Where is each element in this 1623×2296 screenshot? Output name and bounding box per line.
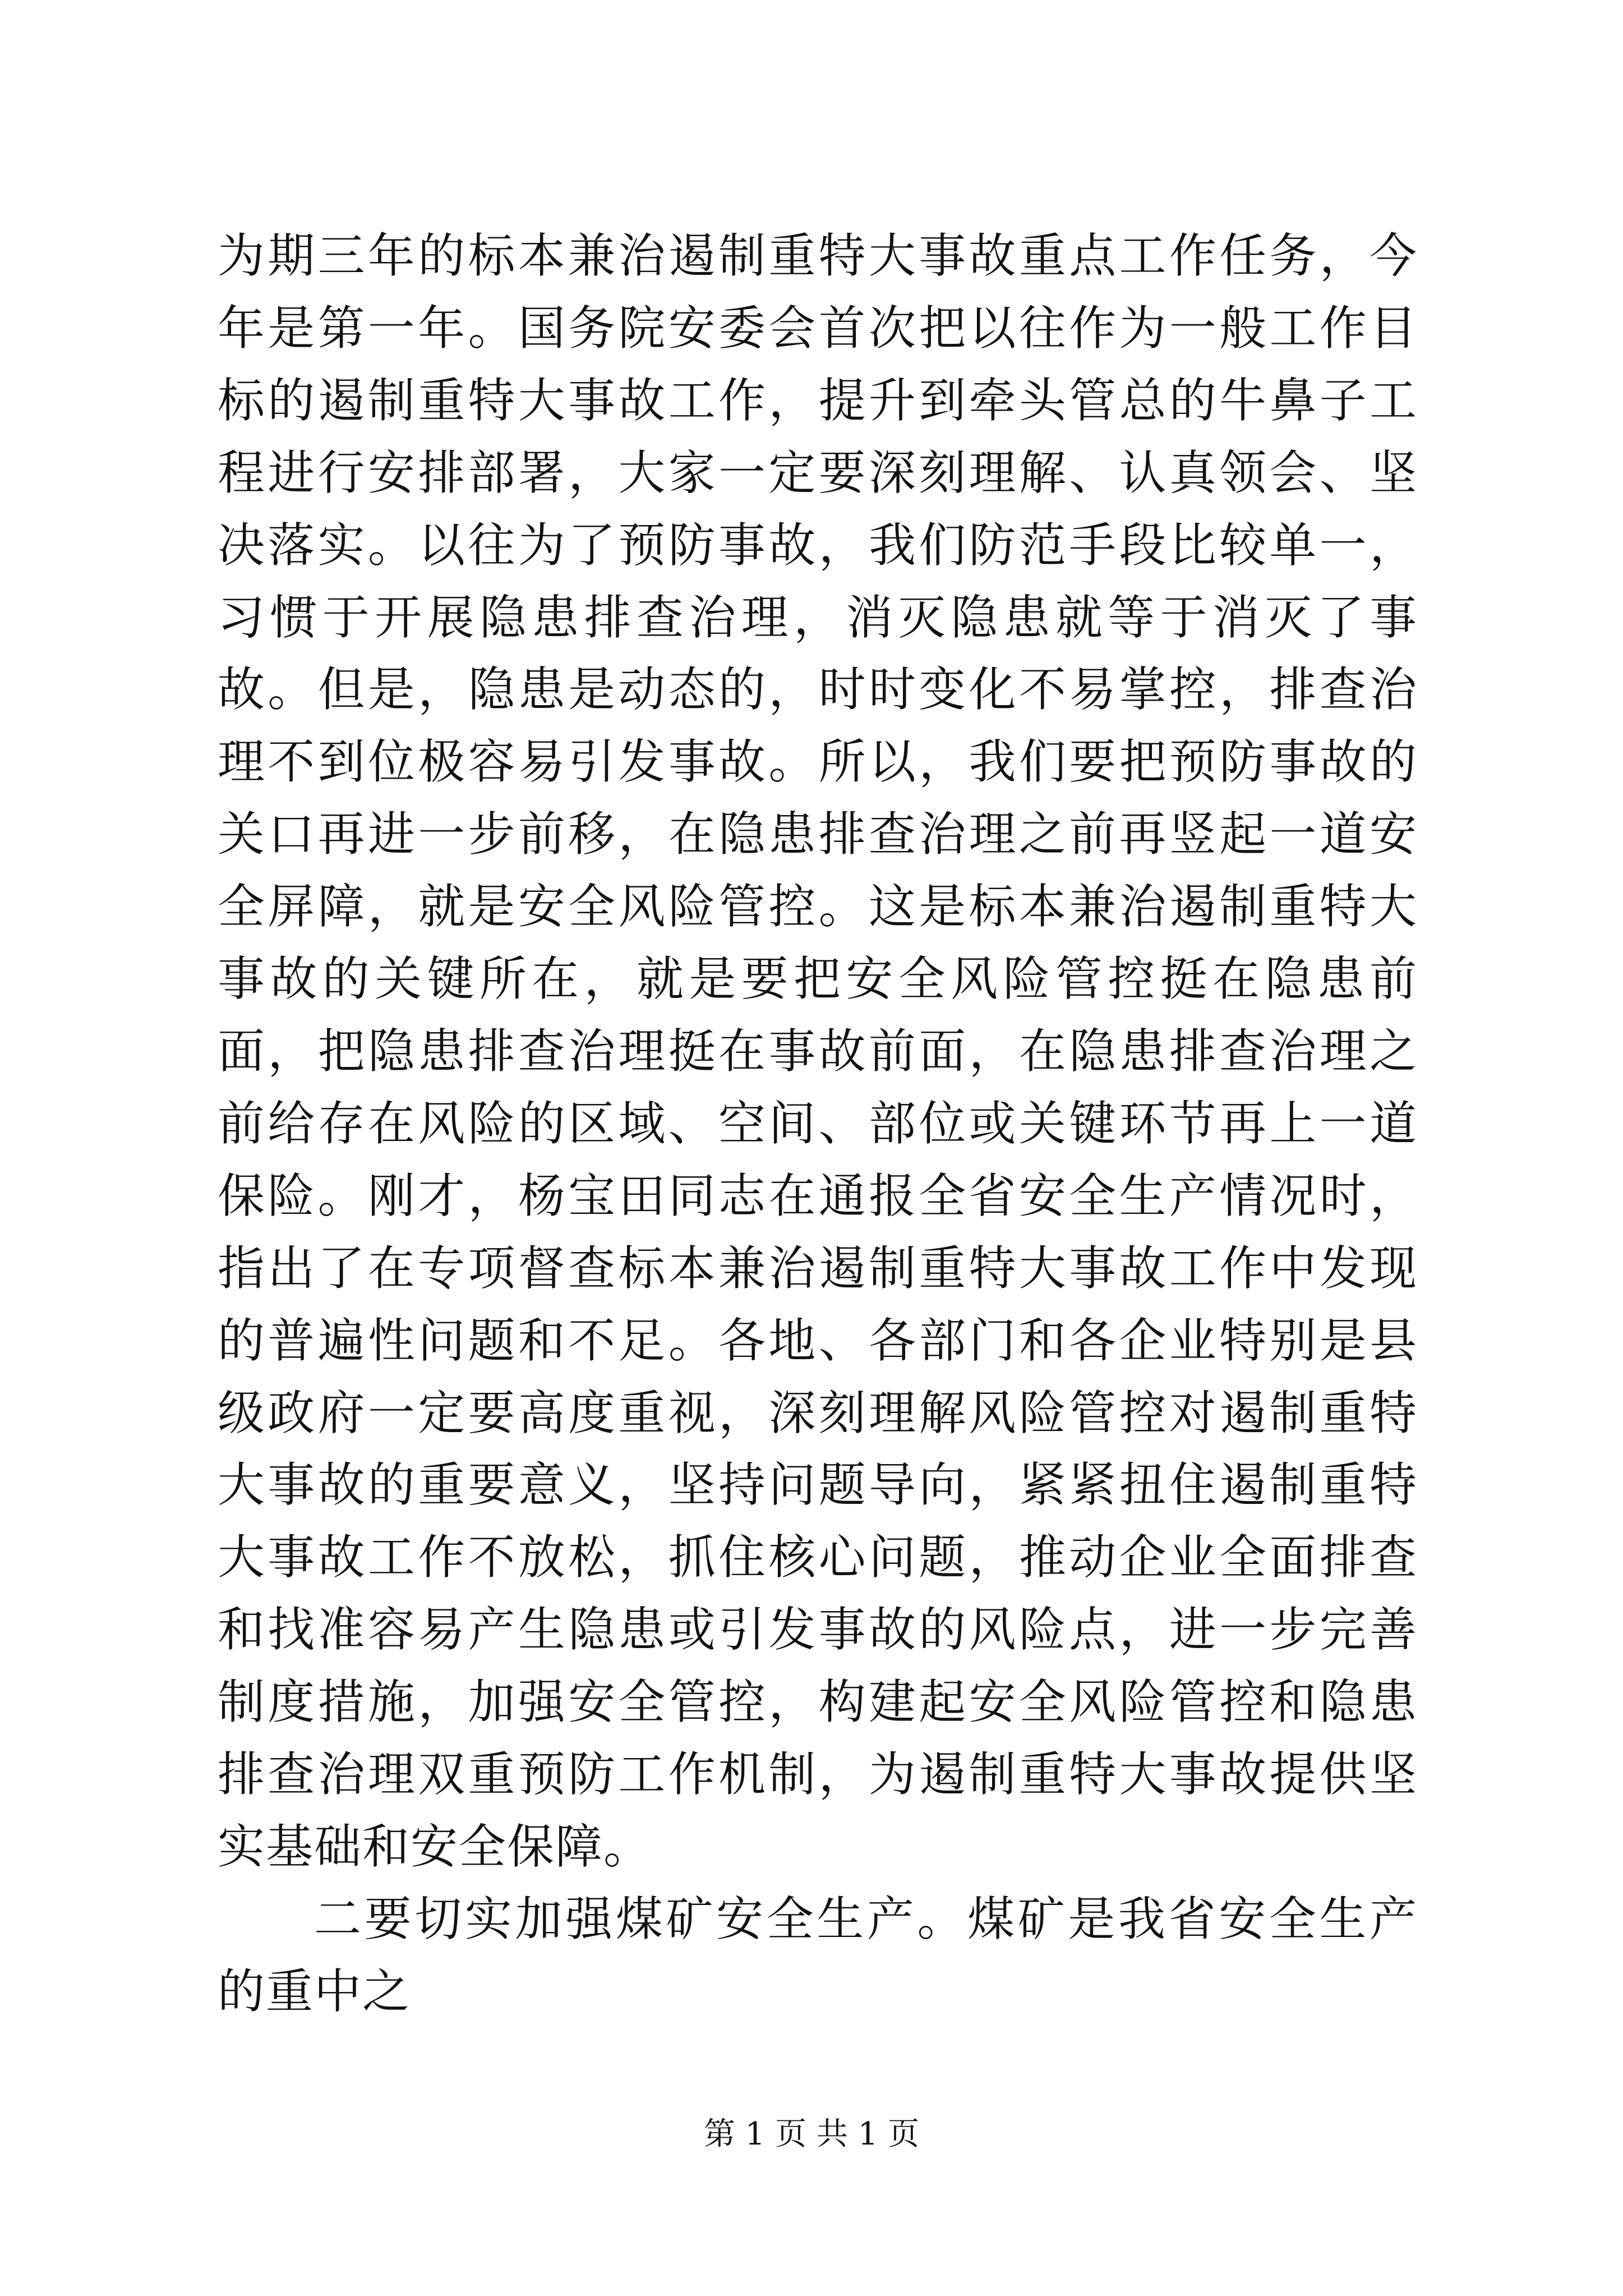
paragraph-1: 为期三年的标本兼治遏制重特大事故重点工作任务，今年是第一年。国务院安委会首次把以往作为一般工作目标的遏制重特大事故工作，提升到牵头管总的牛鼻子工程进行安排部署，大家一定要深刻理解、认真领会、坚决落实。以往为了预防事故，我们防范手段比较单一，习惯于开展隐患排查治理，消灭隐患就等于消灭了事故。但是，隐患是动态的，时时变化不易掌控，排查治理不到位极容易引发事故。所以，我们要把预防事故的关口再进一步前移，在隐患排查治理之前再竖起一道安全屏障，就是安全风险管控。这是标本兼治遏制重特大事故的关键所在，就是要把安全风险管控挺在隐患前面，把隐患排查治理挺在事故前面，在隐患排查治理之前给存在风险的区域、空间、部位或关键环节再上一道保险。刚才，杨宝田同志在通报全省安全生产情况时，指出了在专项督查标本兼治遏制重特大事故工作中发现的普遍性问题和不足。各地、各部门和各企业特别是县级政府一定要高度重视，深刻理解风险管控对遏制重特大事故的重要意义，坚持问题导向，紧紧扭住遏制重特大事故工作不放松，抓住核心问题，推动企业全面排查和找准容易产生隐患或引发事故的风险点，进一步完善制度措施，加强安全管控，构建起安全风险管控和隐患排查治理双重预防工作机制，为遏制重特大事故提供坚实基础和安全保障。 [218, 228, 1418, 1874]
paragraph-2: 二要切实加强煤矿安全生产。煤矿是我省安全生产的重中之 [218, 1891, 1418, 2019]
document-body [218, 220, 1418, 2028]
page-footer: 第 1 页 共 1 页 [703, 2116, 920, 2152]
